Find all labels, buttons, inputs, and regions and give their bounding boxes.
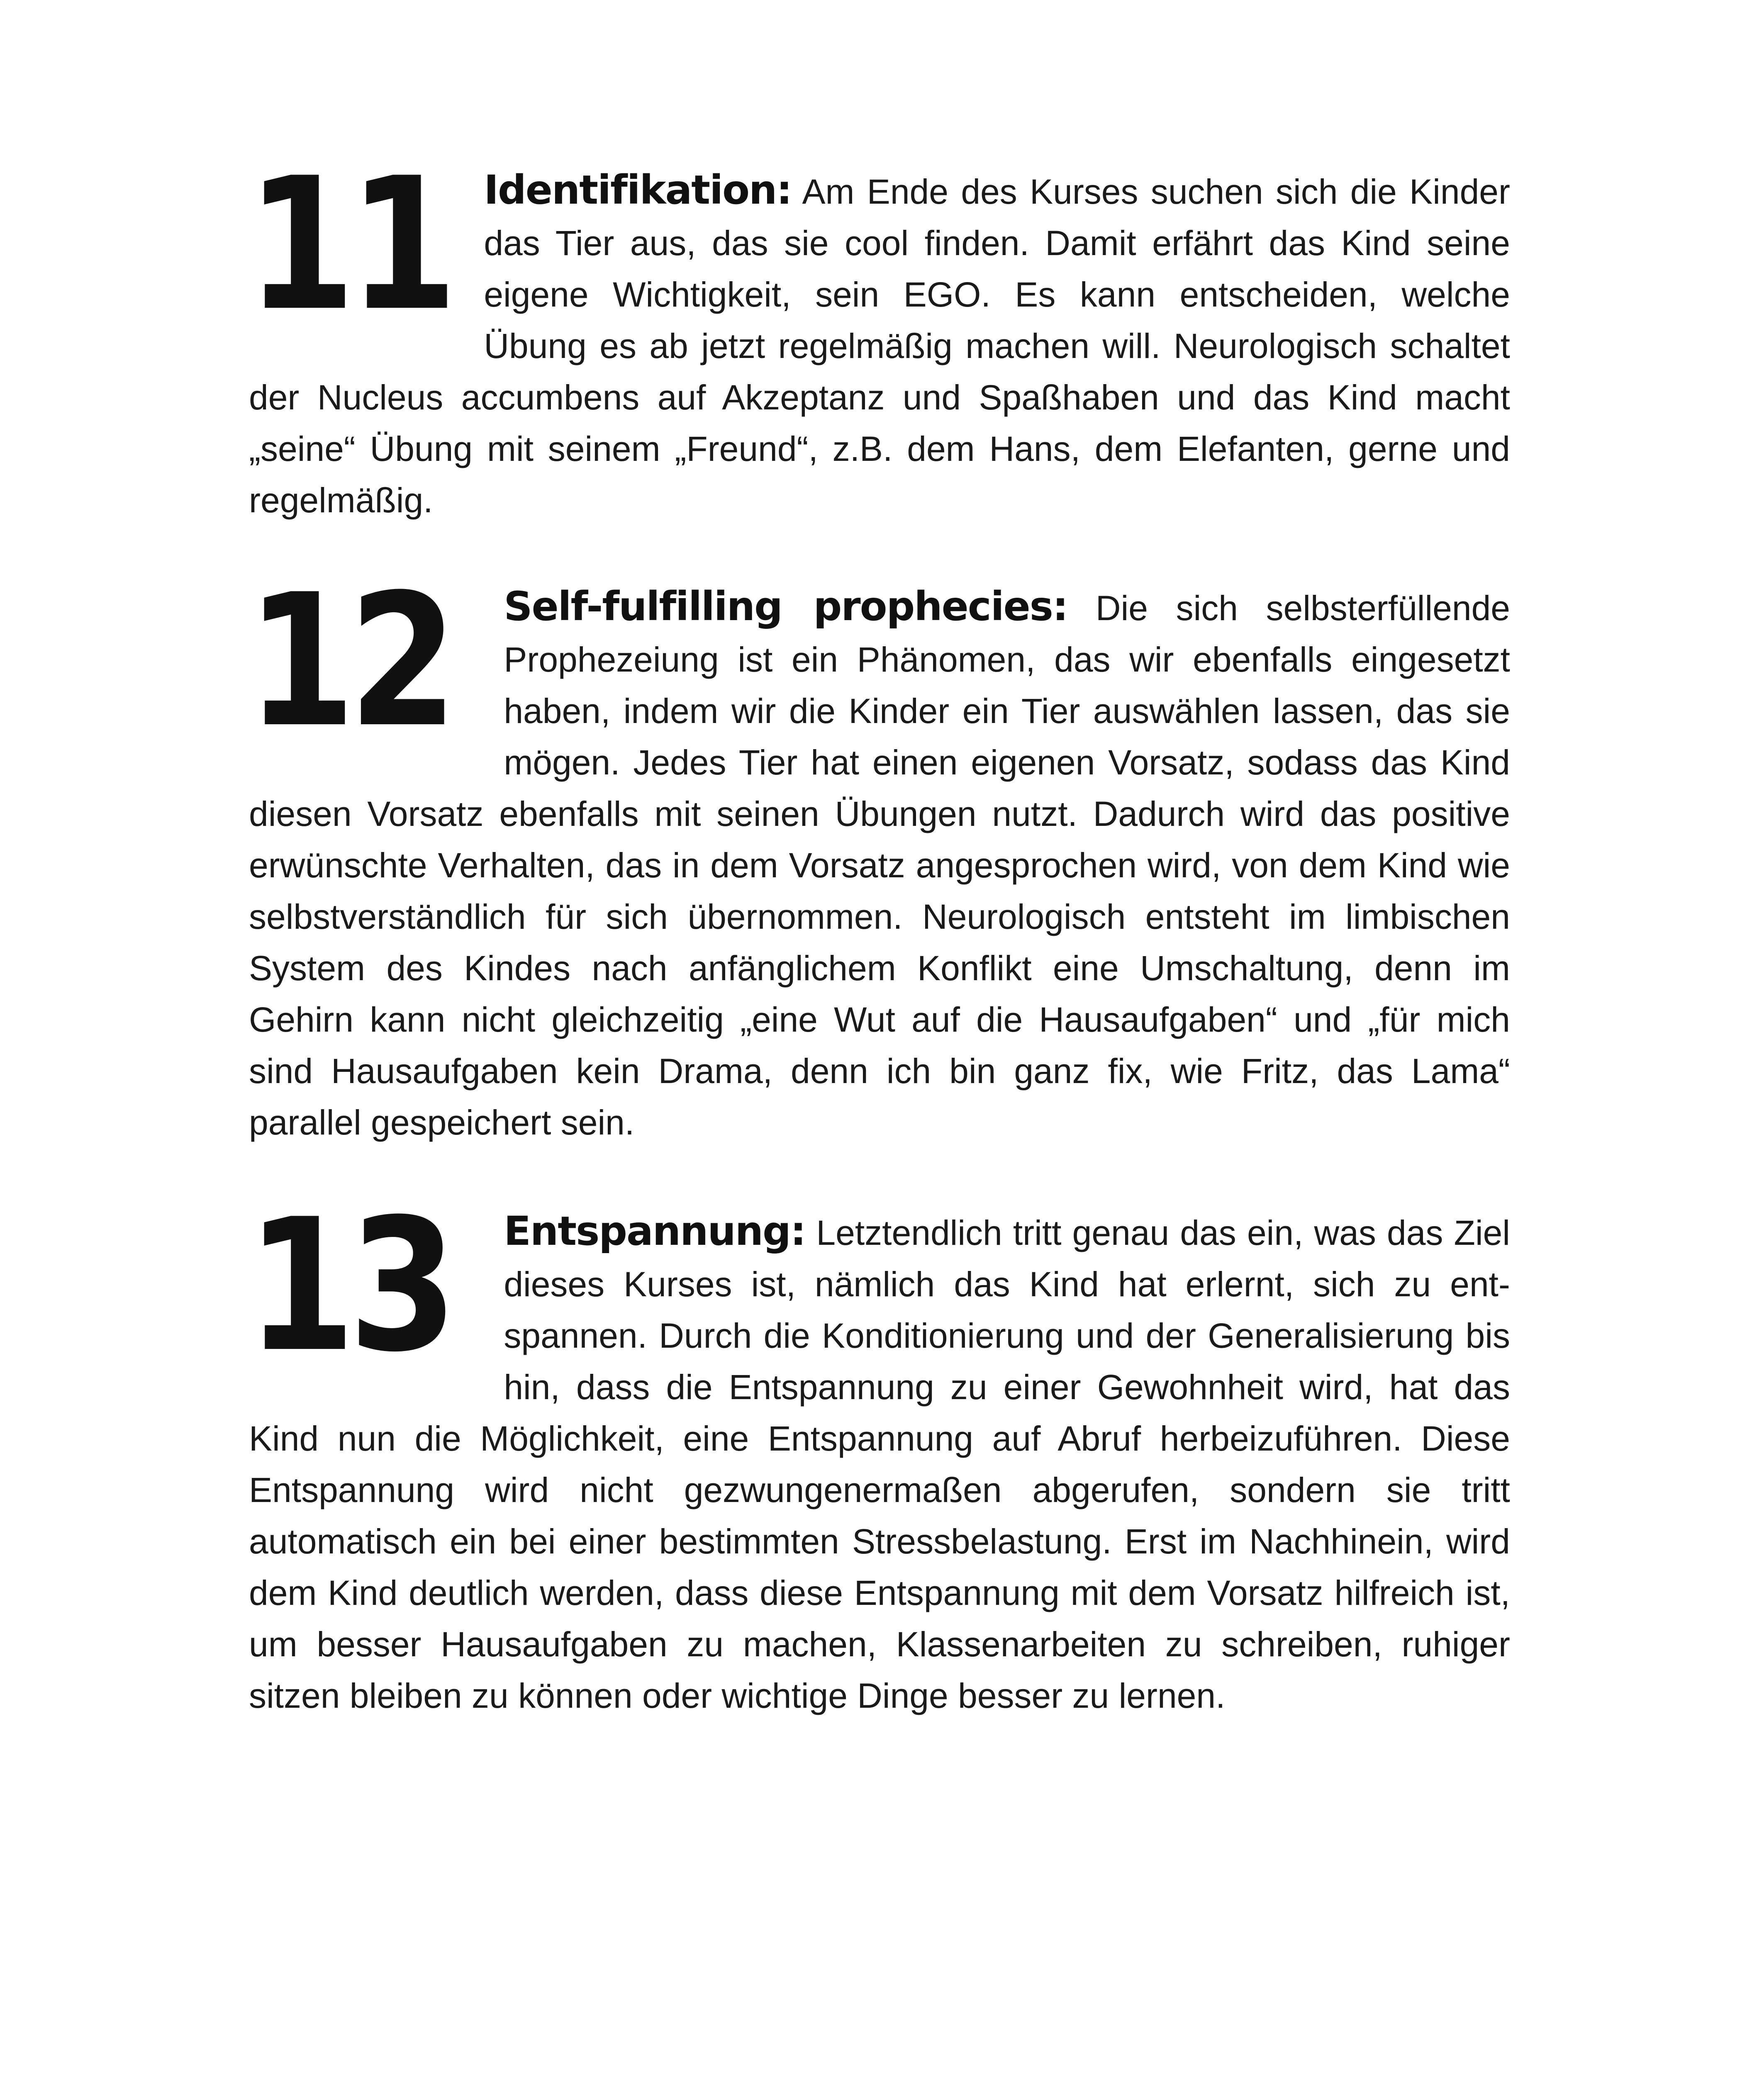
section-heading: Self-fulfilling prophecies: bbox=[504, 583, 1068, 630]
section-body: Am Ende des Kurses suchen sich die Kinder das Tier aus, das sie cool finden. Damit erfährt das Kind seine eigene Wichtigkeit, sein EGO. Es kann entscheiden, welche Übung es ab jetzt regelmäßig machen will. Neurologisch schaltet der Nucleus accumbens auf Akzeptanz und Spaßhaben und das Kind macht „seine“ Übung mit seinem „Freund“, z.B. dem Hans, dem Elefanten, gerne und regelmäßig. bbox=[249, 172, 1510, 520]
section-body: Letztendlich tritt genau das ein, was das Ziel dieses Kurses ist, nämlich das Kind hat erlernt, sich zu entspannen. Durch die Konditionierung und der Generalisierung bis hin, dass die Entspannung zu einer Gewohnheit wird, hat das Kind nun die Möglichkeit, eine Entspannung auf Abruf herbeizuführen. Diese Entspannung wird nicht gezwungenermaßen abgerufen, sondern sie tritt automatisch ein bei einer bestimmten Stressbelastung. Erst im Nachhinein, wird dem Kind deutlich werden, dass diese Entspannung mit dem Vorsatz hilfreich ist, um besser Hausaufgaben zu machen, Klassenarbeiten zu schreiben, ruhiger sitzen bleiben zu können oder wichtige Dinge besser zu lernen. bbox=[249, 1213, 1510, 1715]
section-number: 11 bbox=[246, 139, 451, 351]
section-number: 13 bbox=[246, 1180, 451, 1392]
section-12 bbox=[246, 555, 1511, 1148]
section-13 bbox=[246, 1180, 1510, 1721]
section-number: 12 bbox=[246, 555, 451, 767]
section-heading: Entspannung: bbox=[504, 1208, 806, 1254]
section-body: Die sich selbsterfüllende Prophezeiung ist ein Phänomen, das wir ebenfalls eingesetzt haben, indem wir die Kinder ein Tier auswählen lassen, das sie mögen. Jedes Tier hat einen eigenen Vorsatz, sodass das Kind diesen Vorsatz ebenfalls mit seinen Übungen nutzt. Dadurch wird das positive erwünschte Verhalten, das in dem Vorsatz angesprochen wird, von dem Kind wie selbstverständlich für sich übernommen. Neurologisch entsteht im limbischen System des Kindes nach anfänglichem Konflikt eine Umschaltung, denn im Gehirn kann nicht gleichzeitig „eine Wut auf die Hausaufgaben“ und „für mich sind Hausaufgaben kein Drama, denn ich bin ganz fix, wie Fritz, das Lama“ parallel gespeichert sein. bbox=[249, 589, 1511, 1142]
section-11 bbox=[246, 139, 1510, 526]
section-heading: Identifikation: bbox=[484, 167, 792, 213]
